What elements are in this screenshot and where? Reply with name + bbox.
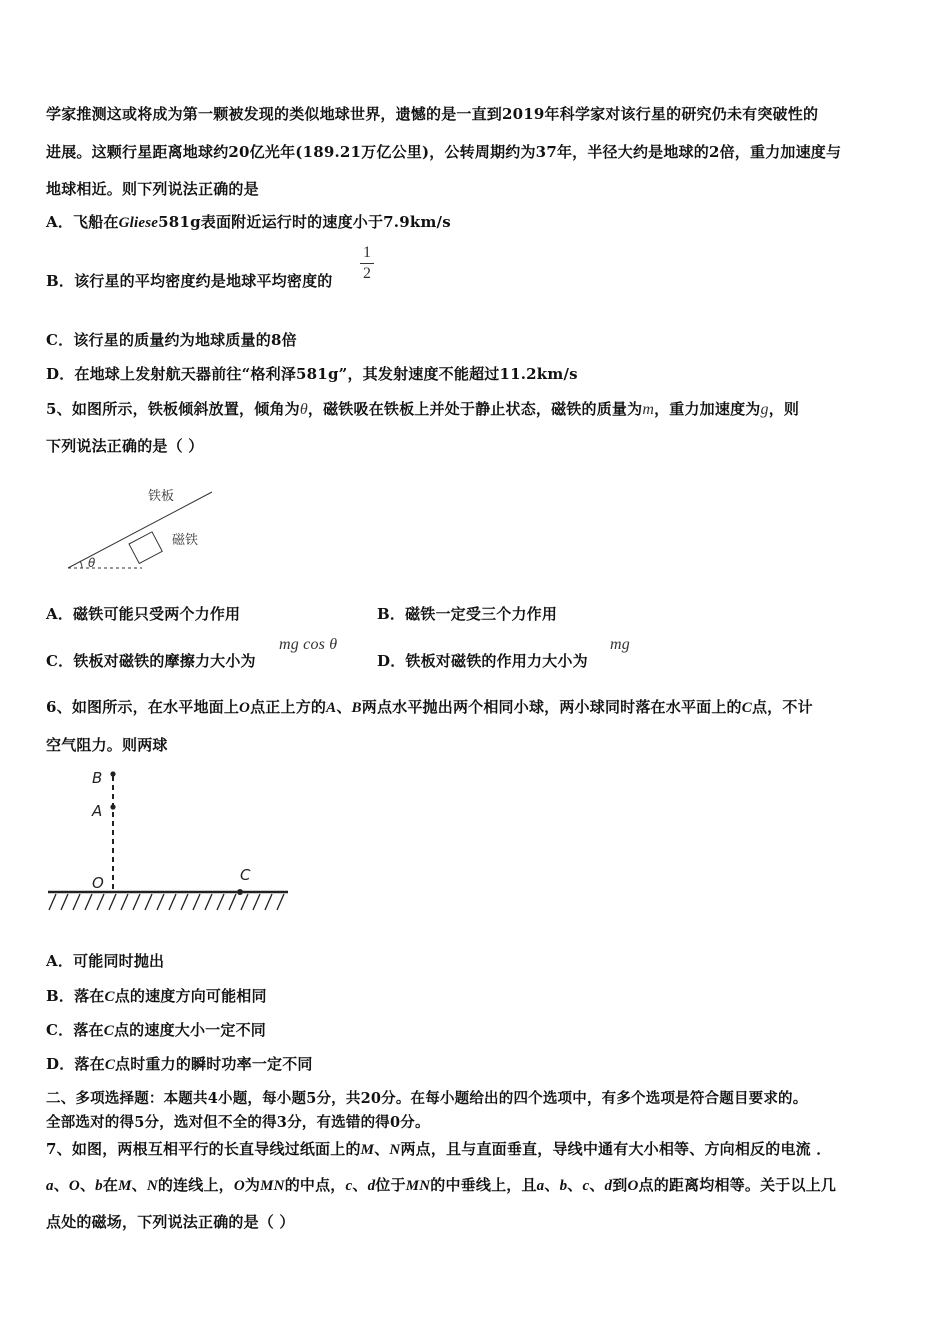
- option-text: 点的速度大小一定不同: [113, 1021, 266, 1039]
- separator: 、: [567, 1176, 583, 1194]
- point-d: d: [604, 1178, 613, 1194]
- q7-text: 位于: [375, 1176, 406, 1194]
- q6-option-d: [46, 1053, 313, 1074]
- segment-mn: MN: [260, 1178, 285, 1194]
- segment-mn: MN: [405, 1178, 431, 1194]
- point-d: d: [367, 1178, 376, 1194]
- section-2-header-line-2: 全部选对的得5分，选对但不全的得3分，有选错的得0分。: [46, 1114, 430, 1131]
- point-a-dot: [110, 804, 115, 809]
- point-n: N: [146, 1178, 158, 1194]
- option-text: C．落在: [46, 1021, 104, 1039]
- q7-text: 两点，且与直面垂直，导线中通有大小相等、方向相反的电流 ．: [400, 1140, 832, 1158]
- point-c: C: [103, 1023, 114, 1039]
- q7-text: 的中点，: [284, 1176, 346, 1194]
- point-o: O: [68, 1178, 80, 1194]
- separator: 、: [374, 1140, 390, 1158]
- q7-text: 7、如图，两根互相平行的长直导线过纸面上的: [46, 1140, 361, 1158]
- q5-option-a: A．磁铁可能只受两个力作用: [46, 605, 241, 623]
- label-theta: θ: [88, 556, 96, 570]
- q4-option-a-planet: Gliese: [118, 215, 159, 231]
- q6-projectile-figure: [44, 764, 294, 914]
- point-m: M: [360, 1142, 375, 1158]
- q6-stem-line-1: [46, 696, 813, 717]
- q5-option-b: B．磁铁一定受三个力作用: [377, 605, 558, 623]
- theta-symbol: θ: [299, 401, 308, 418]
- point-c: c: [582, 1178, 590, 1194]
- q5-option-d-formula: mg: [610, 636, 630, 653]
- point-c: C: [741, 700, 752, 716]
- q7-line-2: [46, 1174, 836, 1195]
- point-a: a: [46, 1178, 54, 1194]
- separator: 、: [79, 1176, 96, 1194]
- q4-option-b-fraction: [360, 244, 374, 283]
- q5-stem-line-2: 下列说法正确的是（ ）: [46, 437, 204, 455]
- separator: 、: [352, 1176, 368, 1194]
- label-magnet: 磁铁: [172, 533, 199, 548]
- separator: 、: [53, 1176, 69, 1194]
- q6-stem-part: 两点水平抛出两个相同小球，两小球同时落在水平面上的: [361, 698, 742, 716]
- fraction-bar: [360, 263, 374, 264]
- q7-line-3: 点处的磁场，下列说法正确的是（ ）: [46, 1213, 295, 1231]
- q4-option-b: B．该行星的平均密度约是地球平均密度的: [46, 272, 333, 290]
- point-c: C: [104, 1057, 116, 1073]
- q7-line-1: [46, 1138, 831, 1159]
- q4-option-a-post: 581g表面附近运行时的速度小于7.9km/s: [158, 213, 451, 231]
- q7-text: 的中垂线上，且: [430, 1176, 537, 1194]
- label-a: A: [92, 802, 103, 820]
- angle-arc: [80, 561, 82, 568]
- point-o: O: [627, 1178, 639, 1194]
- q6-stem-line-2: 空气阻力。则两球: [46, 736, 168, 754]
- q5-stem-part: 5、如图所示，铁板倾斜放置，倾角为: [46, 400, 300, 418]
- option-text: D．落在: [46, 1055, 105, 1073]
- q6-option-a: A．可能同时抛出: [46, 952, 165, 970]
- point-b: B: [351, 700, 362, 716]
- q6-stem-part: 点，不计: [751, 698, 813, 716]
- q5-stem-part: ，则: [768, 400, 800, 418]
- ground-hatching: [49, 894, 284, 910]
- label-c: C: [240, 866, 251, 884]
- label-o: O: [92, 874, 104, 892]
- separator: 、: [336, 698, 352, 716]
- fraction-numerator: 1: [363, 244, 371, 261]
- q6-stem-part: 6、如图所示，在水平地面上: [46, 698, 240, 716]
- q4-stem-line-2: 进展。这颗行星距离地球约20亿光年(189.21万亿公里)，公转周期约为37年，半径大约是地球的2倍，重力加速度与: [46, 143, 842, 161]
- separator: 、: [589, 1176, 605, 1194]
- fraction-denominator: 2: [363, 265, 371, 282]
- q5-option-c: C．铁板对磁铁的摩擦力大小为: [46, 652, 256, 670]
- q4-option-d: D．在地球上发射航天器前往“格利泽581g”，其发射速度不能超过11.2km/s: [46, 365, 578, 383]
- q4-option-a-pre: A．飞船在: [46, 213, 119, 231]
- q7-text: 在: [102, 1176, 119, 1194]
- point-a: a: [536, 1178, 545, 1194]
- point-b-dot: [110, 771, 115, 776]
- q7-text: 到: [612, 1176, 628, 1194]
- label-iron-plate: 铁板: [148, 489, 175, 504]
- point-b: b: [559, 1178, 568, 1194]
- q4-option-c: C．该行星的质量约为地球质量的8倍: [46, 331, 297, 349]
- point-o: O: [239, 700, 251, 716]
- mass-symbol: m: [642, 401, 655, 418]
- point-a: A: [326, 700, 337, 716]
- q5-option-d: D．铁板对磁铁的作用力大小为: [377, 652, 588, 670]
- q7-text: 为: [244, 1176, 261, 1194]
- q5-stem-part: ，重力加速度为: [654, 400, 761, 418]
- q6-option-b: [46, 985, 267, 1006]
- q7-text: 的连线上，: [157, 1176, 234, 1194]
- label-b: B: [92, 769, 103, 787]
- q4-stem-line-3: 地球相近。则下列说法正确的是: [46, 180, 259, 198]
- q6-option-c: [46, 1019, 266, 1040]
- q6-stem-part: 点正上方的: [250, 698, 327, 716]
- option-text: 点时重力的瞬时功率一定不同: [115, 1055, 313, 1073]
- q5-option-c-formula: mg cos θ: [279, 636, 338, 653]
- point-o: O: [233, 1178, 245, 1194]
- q4-stem-line-1: 学家推测这或将成为第一颗被发现的类似地球世界，遗憾的是一直到2019年科学家对该行星的研究仍未有突破性的: [46, 105, 819, 123]
- magnet-block: [129, 532, 162, 564]
- separator: 、: [131, 1176, 147, 1194]
- gravity-symbol: g: [760, 401, 769, 418]
- option-text: 点的速度方向可能相同: [114, 987, 267, 1005]
- point-b: b: [95, 1178, 103, 1194]
- section-2-header-line-1: 二、多项选择题：本题共4小题，每小题5分，共20分。在每小题给出的四个选项中，有多个选项是符合题目要求的。: [46, 1090, 808, 1107]
- point-n: N: [389, 1142, 401, 1158]
- q7-text: 点的距离均相等。关于以上几: [638, 1176, 837, 1194]
- option-text: B．落在: [46, 987, 105, 1005]
- q5-stem-part: ，磁铁吸在铁板上并处于静止状态，磁铁的质量为: [307, 400, 643, 418]
- q5-stem-line-1: [46, 398, 799, 419]
- q4-option-a: [46, 211, 451, 232]
- point-m: M: [118, 1178, 132, 1194]
- point-c: c: [345, 1178, 353, 1194]
- q5-incline-figure: [60, 478, 220, 574]
- point-c: C: [104, 989, 115, 1005]
- separator: 、: [544, 1176, 560, 1194]
